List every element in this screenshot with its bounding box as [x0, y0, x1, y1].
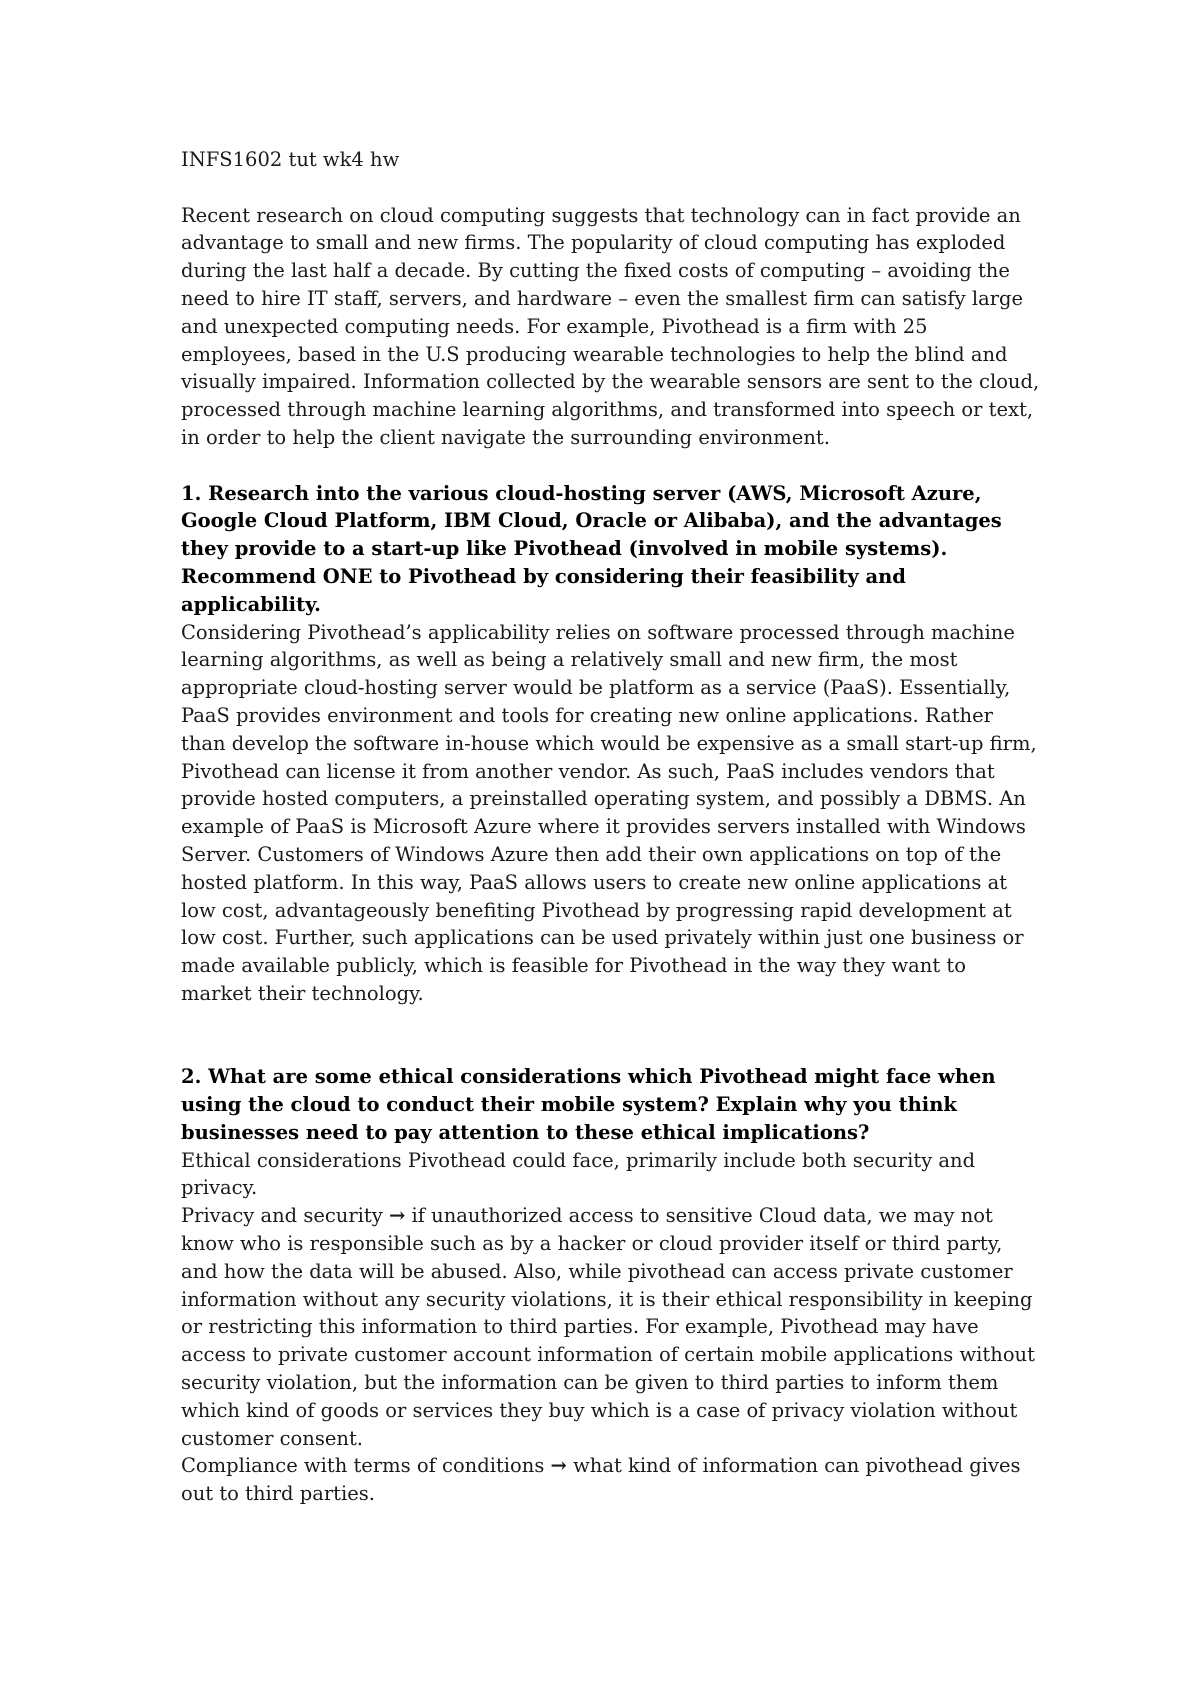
answer-1: Considering Pivothead’s applicability relies on software processed through machine learning algorithms, as well as being a relatively small and new firm, the most appropriate cloud-hosting server would be platform as a service (PaaS). Essentially, PaaS provides environment and tools for creating new online applications. Rather than develop the software in-house which would be expensive as a small start-up firm, Pivothead can license it from another vendor. As such, PaaS includes vendors that provide hosted computers, a preinstalled operating system, and possibly a DBMS. An example of PaaS is Microsoft Azure where it provides servers installed with Windows Server. Customers of Windows Azure then add their own applications on top of the hosted platform. In this way, PaaS allows users to create new online applications at low cost, advantageously benefiting Pivothead by progressing rapid development at low cost. Further, such applications can be used privately within just one business or made available publicly, which is feasible for Pivothead in the way they want to market their technology. — [181, 620, 1037, 1005]
intro-paragraph: Recent research on cloud computing suggests that technology can in fact provide an advantage to small and new firms. The popularity of cloud computing has exploded during the last half a decade. By cutting the fixed costs of computing – avoiding the need to hire IT staff, servers, and hardware – even the smallest firm can satisfy large and unexpected computing needs. For example, Pivothead is a firm with 25 employees, based in the U.S producing wearable technologies to help the blind and visually impaired. Information collected by the wearable sensors are sent to the cloud, processed through machine learning algorithms, and transformed into speech or text, in order to help the client navigate the surrounding environment. — [181, 203, 1040, 449]
document-body — [181, 146, 1041, 1508]
document-title: INFS1602 tut wk4 hw — [181, 148, 400, 171]
point-compliance-label: Compliance with terms of conditions — [181, 1454, 545, 1478]
answer-2-point-compliance — [181, 1452, 1041, 1508]
spacer — [181, 1008, 1041, 1064]
question-1: 1. Research into the various cloud-hosting server (AWS, Microsoft Azure, Google Cloud Platform, IBM Cloud, Oracle or Alibaba), and the advantages they provide to a start-up like Pivothead (involved in mobile systems). Recommend ONE to Pivothead by considering their feasibility and applicability. — [181, 481, 1002, 616]
point-privacy-label: Privacy and security — [181, 1204, 383, 1228]
right-arrow-icon: → — [550, 1454, 567, 1478]
question-2: 2. What are some ethical considerations which Pivothead might face when using the cloud to conduct their mobile system? Explain why you think businesses need to pay attention to these ethical implications? — [181, 1065, 996, 1144]
point-compliance-text: what kind of information can pivothead gives out to third parties. — [181, 1454, 1021, 1506]
point-privacy-text: if unauthorized access to sensitive Cloud data, we may not know who is responsible such as by a hacker or cloud provider itself or third party, and how the data will be abused. Also, while pivothead can access private customer information without any security violations, it is their ethical responsibility in keeping or restricting this information to third parties. For example, Pivothead may have access to private customer account information of certain mobile applications without security violation, but the information can be given to third parties to inform them which kind of goods or services they buy which is a case of privacy violation without customer consent. — [181, 1204, 1035, 1450]
spacer — [181, 452, 1041, 480]
answer-2-point-privacy — [181, 1202, 1041, 1452]
right-arrow-icon: → — [388, 1204, 406, 1228]
answer-2-intro: Ethical considerations Pivothead could face, primarily include both security and privacy. — [181, 1148, 976, 1200]
